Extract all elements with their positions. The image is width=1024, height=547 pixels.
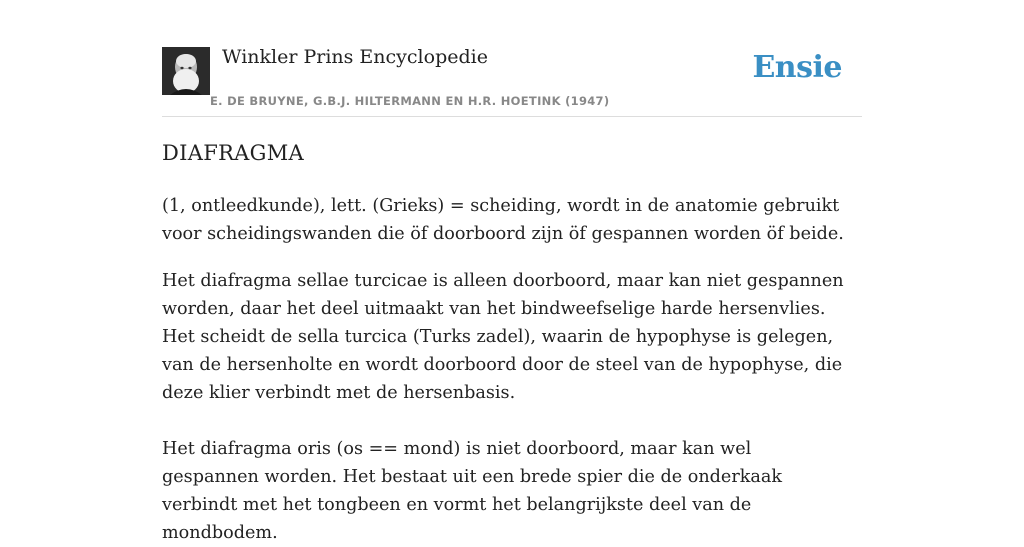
source-header [162, 0, 862, 117]
page-content [162, 0, 862, 543]
ensie-logo[interactable]: Ensie [752, 50, 842, 85]
article-title: DIAFRAGMA [162, 141, 304, 165]
article-paragraph: Het diafragma oris (os == mond) is niet doorboord, maar kan wel gespannen worden. Het bestaat uit een brede spier die de onderkaak verbindt met het tongbeen en vormt het belangrijkste deel van de mondbodem. [162, 439, 783, 543]
article-paragraph: Het diafragma sellae turcicae is alleen doorboord, maar kan niet gespannen worden, daar het deel uitmaakt van het bindweefselige harde hersenvlies. Het scheidt de sella turcica (Turks zadel), waarin de hypophyse is gelegen, van de hersenholte en wordt doorboord door de steel van de hypophyse, die deze klier verbindt met de hersenbasis. [162, 271, 844, 403]
author-avatar-icon[interactable] [162, 47, 210, 95]
article-paragraph: (1, ontleedkunde), lett. (Grieks) = scheiding, wordt in de anatomie gebruikt voor scheidingswanden die öf doorboord zijn öf gespannen worden öf beide. [162, 196, 844, 244]
source-title[interactable]: Winkler Prins Encyclopedie [222, 46, 488, 68]
article-body [162, 192, 852, 547]
source-authors: E. DE BRUYNE, G.B.J. HILTERMANN EN H.R. HOETINK (1947) [210, 94, 610, 108]
